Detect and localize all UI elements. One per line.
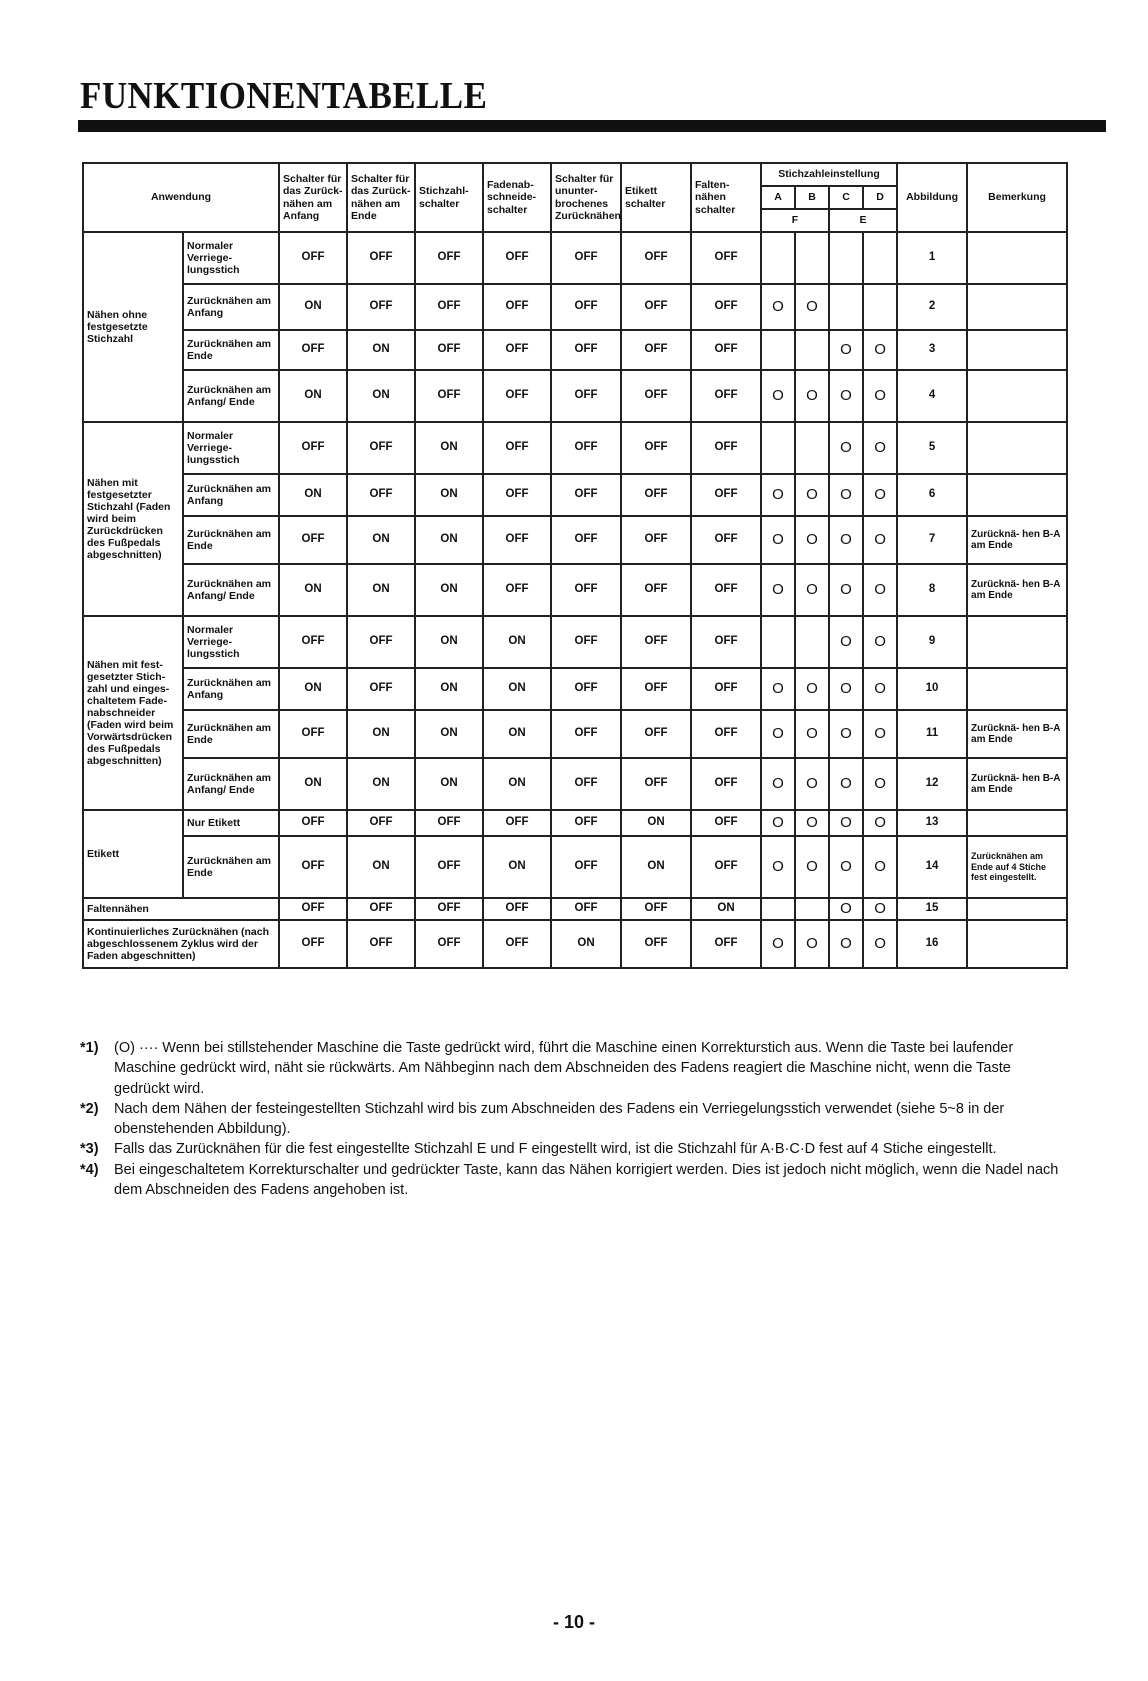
stitch-mark: O bbox=[761, 474, 795, 516]
stitch-mark: O bbox=[863, 330, 897, 370]
table-row bbox=[83, 232, 1067, 284]
switch-value: ON bbox=[347, 758, 415, 810]
stitch-mark bbox=[829, 284, 863, 330]
switch-value: OFF bbox=[621, 920, 691, 968]
stitch-mark: O bbox=[863, 710, 897, 758]
table-row bbox=[83, 810, 1067, 836]
stitch-mark: O bbox=[829, 516, 863, 564]
switch-value: OFF bbox=[483, 810, 551, 836]
stitch-mark: O bbox=[829, 616, 863, 668]
row-sublabel: Normaler Verriege- lungsstich bbox=[183, 616, 279, 668]
figure-number: 12 bbox=[897, 758, 967, 810]
remark bbox=[967, 668, 1067, 710]
switch-value: ON bbox=[621, 810, 691, 836]
header-bemerkung: Bemerkung bbox=[967, 163, 1067, 232]
switch-value: OFF bbox=[621, 232, 691, 284]
table-row bbox=[83, 920, 1067, 968]
switch-value: OFF bbox=[347, 920, 415, 968]
switch-value: OFF bbox=[347, 474, 415, 516]
table-row bbox=[83, 836, 1067, 898]
header-fold-switch: Falten- nähen schalter bbox=[691, 163, 761, 232]
stitch-mark: O bbox=[795, 920, 829, 968]
header-f: F bbox=[761, 209, 829, 232]
switch-value: OFF bbox=[621, 330, 691, 370]
row-sublabel: Zurücknähen am Anfang/ Ende bbox=[183, 564, 279, 616]
table-row bbox=[83, 330, 1067, 370]
stitch-mark: O bbox=[863, 370, 897, 422]
figure-number: 7 bbox=[897, 516, 967, 564]
switch-value: OFF bbox=[551, 758, 621, 810]
switch-value: OFF bbox=[279, 422, 347, 474]
stitch-mark: O bbox=[829, 668, 863, 710]
figure-number: 8 bbox=[897, 564, 967, 616]
switch-value: ON bbox=[415, 668, 483, 710]
switch-value: OFF bbox=[279, 836, 347, 898]
switch-value: OFF bbox=[551, 232, 621, 284]
header-switch-end: Schalter für das Zurück- nähen am Ende bbox=[347, 163, 415, 232]
switch-value: OFF bbox=[621, 758, 691, 810]
stitch-mark: O bbox=[761, 516, 795, 564]
footnote bbox=[80, 1099, 1070, 1140]
switch-value: OFF bbox=[621, 564, 691, 616]
stitch-mark: O bbox=[863, 920, 897, 968]
switch-value: OFF bbox=[347, 668, 415, 710]
switch-value: OFF bbox=[483, 920, 551, 968]
switch-value: OFF bbox=[551, 284, 621, 330]
switch-value: OFF bbox=[347, 810, 415, 836]
switch-value: OFF bbox=[621, 616, 691, 668]
stitch-mark: O bbox=[761, 810, 795, 836]
group-label: Nähen ohne festgesetzte Stichzahl bbox=[83, 232, 183, 422]
header-e: E bbox=[829, 209, 897, 232]
table-row bbox=[83, 668, 1067, 710]
header-a: A bbox=[761, 186, 795, 209]
stitch-mark bbox=[795, 616, 829, 668]
switch-value: OFF bbox=[691, 616, 761, 668]
switch-value: ON bbox=[415, 422, 483, 474]
switch-value: OFF bbox=[691, 668, 761, 710]
stitch-mark bbox=[761, 616, 795, 668]
row-sublabel: Normaler Verriege- lungsstich bbox=[183, 232, 279, 284]
group-label: Etikett bbox=[83, 810, 183, 898]
stitch-mark bbox=[795, 330, 829, 370]
remark: Zurücknä- hen B-A am Ende bbox=[967, 564, 1067, 616]
row-sublabel: Zurücknähen am Anfang/ Ende bbox=[183, 370, 279, 422]
remark bbox=[967, 232, 1067, 284]
switch-value: OFF bbox=[691, 232, 761, 284]
switch-value: ON bbox=[347, 370, 415, 422]
stitch-mark: O bbox=[795, 668, 829, 710]
header-stitch-setting: Stichzahleinstellung bbox=[761, 163, 897, 186]
remark bbox=[967, 616, 1067, 668]
switch-value: OFF bbox=[415, 370, 483, 422]
stitch-mark bbox=[761, 422, 795, 474]
switch-value: OFF bbox=[483, 284, 551, 330]
header-switch-start: Schalter für das Zurück- nähen am Anfang bbox=[279, 163, 347, 232]
switch-value: OFF bbox=[551, 564, 621, 616]
switch-value: OFF bbox=[621, 710, 691, 758]
switch-value: ON bbox=[551, 920, 621, 968]
table-row bbox=[83, 422, 1067, 474]
switch-value: OFF bbox=[483, 474, 551, 516]
remark bbox=[967, 330, 1067, 370]
switch-value: OFF bbox=[621, 370, 691, 422]
remark: Zurücknä- hen B-A am Ende bbox=[967, 516, 1067, 564]
footnote-key: *4) bbox=[80, 1161, 99, 1178]
switch-value: OFF bbox=[691, 284, 761, 330]
stitch-mark bbox=[795, 422, 829, 474]
footnote-text: (O) ···· Wenn bei stillstehender Maschine die Taste gedrückt wird, führt die Maschine einen Korrekturstich aus. Wenn die Taste bei laufender Maschine gedrückt wird, näht sie rückwärts. Am Nähbeginn nach dem Abschneiden des Fadens reagiert die Maschine nicht, wenn die Taste gedrückt wird. bbox=[114, 1040, 1014, 1097]
figure-number: 11 bbox=[897, 710, 967, 758]
header-b: B bbox=[795, 186, 829, 209]
switch-value: ON bbox=[347, 330, 415, 370]
footnote bbox=[80, 1160, 1070, 1201]
figure-number: 5 bbox=[897, 422, 967, 474]
table-row bbox=[83, 616, 1067, 668]
switch-value: ON bbox=[347, 836, 415, 898]
row-sublabel: Zurücknähen am Anfang bbox=[183, 474, 279, 516]
group-label: Nähen mit festgesetzter Stichzahl (Faden wird beim Zurückdrücken des Fußpedals abgeschnitten) bbox=[83, 422, 183, 616]
switch-value: OFF bbox=[551, 370, 621, 422]
stitch-mark: O bbox=[829, 330, 863, 370]
footnote-text: Falls das Zurücknähen für die fest eingestellte Stichzahl E und F eingestellt wird, ist die Stichzahl für A·B·C·D fest auf 4 Stiche eingestellt. bbox=[114, 1141, 997, 1158]
stitch-mark: O bbox=[863, 836, 897, 898]
stitch-mark: O bbox=[795, 710, 829, 758]
switch-value: OFF bbox=[551, 422, 621, 474]
row-sublabel: Normaler Verriege- lungsstich bbox=[183, 422, 279, 474]
switch-value: OFF bbox=[279, 616, 347, 668]
switch-value: OFF bbox=[415, 920, 483, 968]
stitch-mark: O bbox=[795, 516, 829, 564]
switch-value: OFF bbox=[551, 668, 621, 710]
title-rule bbox=[78, 120, 1106, 132]
stitch-mark bbox=[761, 898, 795, 920]
stitch-mark: O bbox=[863, 810, 897, 836]
switch-value: OFF bbox=[691, 564, 761, 616]
switch-value: OFF bbox=[691, 758, 761, 810]
switch-value: OFF bbox=[483, 898, 551, 920]
figure-number: 15 bbox=[897, 898, 967, 920]
switch-value: OFF bbox=[551, 516, 621, 564]
footnote-key: *1) bbox=[80, 1040, 99, 1056]
switch-value: OFF bbox=[347, 232, 415, 284]
switch-value: OFF bbox=[551, 836, 621, 898]
stitch-mark: O bbox=[761, 668, 795, 710]
switch-value: ON bbox=[279, 564, 347, 616]
switch-value: OFF bbox=[415, 284, 483, 330]
stitch-mark: O bbox=[761, 564, 795, 616]
switch-value: OFF bbox=[621, 516, 691, 564]
stitch-mark: O bbox=[829, 710, 863, 758]
switch-value: OFF bbox=[691, 836, 761, 898]
stitch-mark: O bbox=[863, 758, 897, 810]
switch-value: ON bbox=[483, 758, 551, 810]
stitch-mark bbox=[829, 232, 863, 284]
switch-value: OFF bbox=[415, 330, 483, 370]
figure-number: 6 bbox=[897, 474, 967, 516]
switch-value: OFF bbox=[279, 710, 347, 758]
header-anwendung: Anwendung bbox=[83, 163, 279, 232]
switch-value: ON bbox=[483, 710, 551, 758]
stitch-mark: O bbox=[863, 474, 897, 516]
switch-value: OFF bbox=[621, 668, 691, 710]
stitch-mark bbox=[863, 284, 897, 330]
switch-value: OFF bbox=[347, 422, 415, 474]
stitch-mark bbox=[795, 232, 829, 284]
switch-value: ON bbox=[347, 516, 415, 564]
row-sublabel: Zurücknähen am Anfang bbox=[183, 668, 279, 710]
stitch-mark: O bbox=[829, 422, 863, 474]
switch-value: ON bbox=[483, 836, 551, 898]
switch-value: ON bbox=[415, 516, 483, 564]
row-sublabel: Zurücknähen am Anfang bbox=[183, 284, 279, 330]
stitch-mark: O bbox=[829, 810, 863, 836]
stitch-mark bbox=[761, 330, 795, 370]
switch-value: OFF bbox=[483, 232, 551, 284]
switch-value: OFF bbox=[483, 516, 551, 564]
switch-value: OFF bbox=[415, 232, 483, 284]
switch-value: OFF bbox=[691, 810, 761, 836]
switch-value: ON bbox=[279, 758, 347, 810]
remark bbox=[967, 810, 1067, 836]
stitch-mark: O bbox=[863, 564, 897, 616]
table-row bbox=[83, 370, 1067, 422]
figure-number: 9 bbox=[897, 616, 967, 668]
stitch-mark: O bbox=[761, 920, 795, 968]
switch-value: OFF bbox=[279, 232, 347, 284]
switch-value: OFF bbox=[279, 330, 347, 370]
switch-value: OFF bbox=[279, 898, 347, 920]
switch-value: ON bbox=[279, 668, 347, 710]
stitch-mark: O bbox=[761, 370, 795, 422]
remark bbox=[967, 370, 1067, 422]
footnote-text: Bei eingeschaltetem Korrekturschalter und gedrückter Taste, kann das Nähen korrigiert werden. Dies ist jedoch nicht möglich, wenn die Nadel nach dem Abschneiden des Fadens angehoben ist. bbox=[114, 1161, 1059, 1199]
switch-value: ON bbox=[347, 710, 415, 758]
switch-value: OFF bbox=[551, 474, 621, 516]
stitch-mark: O bbox=[829, 898, 863, 920]
switch-value: OFF bbox=[691, 474, 761, 516]
stitch-mark: O bbox=[863, 422, 897, 474]
remark: Zurücknä- hen B-A am Ende bbox=[967, 710, 1067, 758]
table-row bbox=[83, 564, 1067, 616]
switch-value: OFF bbox=[621, 422, 691, 474]
table-row bbox=[83, 898, 1067, 920]
switch-value: ON bbox=[415, 710, 483, 758]
stitch-mark: O bbox=[795, 474, 829, 516]
figure-number: 4 bbox=[897, 370, 967, 422]
stitch-mark: O bbox=[863, 616, 897, 668]
row-sublabel: Zurücknähen am Anfang/ Ende bbox=[183, 758, 279, 810]
figure-number: 13 bbox=[897, 810, 967, 836]
switch-value: OFF bbox=[415, 898, 483, 920]
stitch-mark: O bbox=[829, 474, 863, 516]
switch-value: OFF bbox=[691, 370, 761, 422]
switch-value: ON bbox=[415, 474, 483, 516]
switch-value: OFF bbox=[551, 898, 621, 920]
stitch-mark: O bbox=[863, 898, 897, 920]
switch-value: OFF bbox=[279, 810, 347, 836]
stitch-mark: O bbox=[795, 758, 829, 810]
stitch-mark: O bbox=[829, 920, 863, 968]
table-row bbox=[83, 758, 1067, 810]
switch-value: OFF bbox=[551, 616, 621, 668]
switch-value: OFF bbox=[691, 920, 761, 968]
table-row bbox=[83, 474, 1067, 516]
switch-value: ON bbox=[415, 564, 483, 616]
switch-value: OFF bbox=[483, 422, 551, 474]
function-table bbox=[82, 162, 1068, 969]
switch-value: OFF bbox=[551, 710, 621, 758]
page-number: - 10 - bbox=[552, 1612, 595, 1632]
switch-value: ON bbox=[621, 836, 691, 898]
stitch-mark: O bbox=[795, 810, 829, 836]
figure-number: 14 bbox=[897, 836, 967, 898]
stitch-mark: O bbox=[761, 710, 795, 758]
page-title: FUNKTIONENTABELLE bbox=[80, 75, 488, 117]
stitch-mark: O bbox=[795, 564, 829, 616]
figure-number: 1 bbox=[897, 232, 967, 284]
remark bbox=[967, 422, 1067, 474]
figure-number: 10 bbox=[897, 668, 967, 710]
switch-value: OFF bbox=[691, 710, 761, 758]
stitch-mark: O bbox=[761, 758, 795, 810]
table-row bbox=[83, 284, 1067, 330]
header-interrupted-switch: Schalter für ununter- brochenes Zurücknähen bbox=[551, 163, 621, 232]
switch-value: OFF bbox=[415, 810, 483, 836]
switch-value: ON bbox=[415, 616, 483, 668]
switch-value: OFF bbox=[347, 898, 415, 920]
header-d: D bbox=[863, 186, 897, 209]
switch-value: OFF bbox=[415, 836, 483, 898]
switch-value: OFF bbox=[691, 422, 761, 474]
stitch-mark bbox=[761, 232, 795, 284]
switch-value: OFF bbox=[347, 616, 415, 668]
header-c: C bbox=[829, 186, 863, 209]
switch-value: OFF bbox=[483, 330, 551, 370]
switch-value: OFF bbox=[551, 330, 621, 370]
switch-value: ON bbox=[483, 616, 551, 668]
footnote bbox=[80, 1139, 1070, 1159]
stitch-mark: O bbox=[829, 758, 863, 810]
stitch-mark: O bbox=[829, 370, 863, 422]
remark bbox=[967, 474, 1067, 516]
header-cutter-switch: Fadenab- schneide- schalter bbox=[483, 163, 551, 232]
row-sublabel: Zurücknähen am Ende bbox=[183, 516, 279, 564]
stitch-mark: O bbox=[829, 564, 863, 616]
figure-number: 3 bbox=[897, 330, 967, 370]
remark: Zurücknä- hen B-A am Ende bbox=[967, 758, 1067, 810]
switch-value: OFF bbox=[621, 898, 691, 920]
row-sublabel: Zurücknähen am Ende bbox=[183, 836, 279, 898]
remark bbox=[967, 284, 1067, 330]
switch-value: ON bbox=[279, 370, 347, 422]
switch-value: ON bbox=[279, 284, 347, 330]
figure-number: 16 bbox=[897, 920, 967, 968]
group-label: Faltennähen bbox=[83, 898, 279, 920]
switch-value: OFF bbox=[691, 516, 761, 564]
stitch-mark: O bbox=[761, 836, 795, 898]
switch-value: OFF bbox=[483, 564, 551, 616]
footnote-key: *3) bbox=[80, 1141, 99, 1158]
switch-value: OFF bbox=[347, 284, 415, 330]
switch-value: ON bbox=[279, 474, 347, 516]
stitch-mark: O bbox=[795, 284, 829, 330]
group-label: Nähen mit fest- gesetzter Stich- zahl und einges- chaltetem Fade- nabschneider (Faden wird beim Vorwärtsdrücken des Fußpedals abgeschnitten) bbox=[83, 616, 183, 810]
remark bbox=[967, 920, 1067, 968]
switch-value: ON bbox=[691, 898, 761, 920]
footnote-text: Nach dem Nähen der festeingestellten Stichzahl wird bis zum Abschneiden des Fadens ein Verriegelungsstich verwendet (siehe 5~8 in der obenstehenden Abbildung). bbox=[114, 1100, 1005, 1138]
header-stitch-switch: Stichzahl- schalter bbox=[415, 163, 483, 232]
switch-value: OFF bbox=[691, 330, 761, 370]
row-sublabel: Nur Etikett bbox=[183, 810, 279, 836]
table-row bbox=[83, 710, 1067, 758]
row-sublabel: Zurücknähen am Ende bbox=[183, 330, 279, 370]
footnote bbox=[80, 1038, 1070, 1099]
figure-number: 2 bbox=[897, 284, 967, 330]
stitch-mark: O bbox=[863, 668, 897, 710]
footnote-key: *2) bbox=[80, 1100, 99, 1117]
switch-value: OFF bbox=[621, 284, 691, 330]
header-abbildung: Abbildung bbox=[897, 163, 967, 232]
switch-value: OFF bbox=[551, 810, 621, 836]
stitch-mark: O bbox=[795, 836, 829, 898]
stitch-mark: O bbox=[863, 516, 897, 564]
stitch-mark: O bbox=[795, 370, 829, 422]
stitch-mark: O bbox=[829, 836, 863, 898]
switch-value: OFF bbox=[483, 370, 551, 422]
group-label: Kontinuierliches Zurücknähen (nach abgeschlossenem Zyklus wird der Faden abgeschnitten) bbox=[83, 920, 279, 968]
switch-value: OFF bbox=[279, 920, 347, 968]
switch-value: ON bbox=[347, 564, 415, 616]
table-row bbox=[83, 516, 1067, 564]
header-label-switch: Etikett schalter bbox=[621, 163, 691, 232]
switch-value: OFF bbox=[279, 516, 347, 564]
remark bbox=[967, 898, 1067, 920]
stitch-mark bbox=[795, 898, 829, 920]
remark: Zurücknähen am Ende auf 4 Stiche fest eingestellt. bbox=[967, 836, 1067, 898]
switch-value: ON bbox=[483, 668, 551, 710]
switch-value: ON bbox=[415, 758, 483, 810]
stitch-mark bbox=[863, 232, 897, 284]
stitch-mark: O bbox=[761, 284, 795, 330]
footnotes bbox=[80, 1038, 1070, 1200]
switch-value: OFF bbox=[621, 474, 691, 516]
row-sublabel: Zurücknähen am Ende bbox=[183, 710, 279, 758]
